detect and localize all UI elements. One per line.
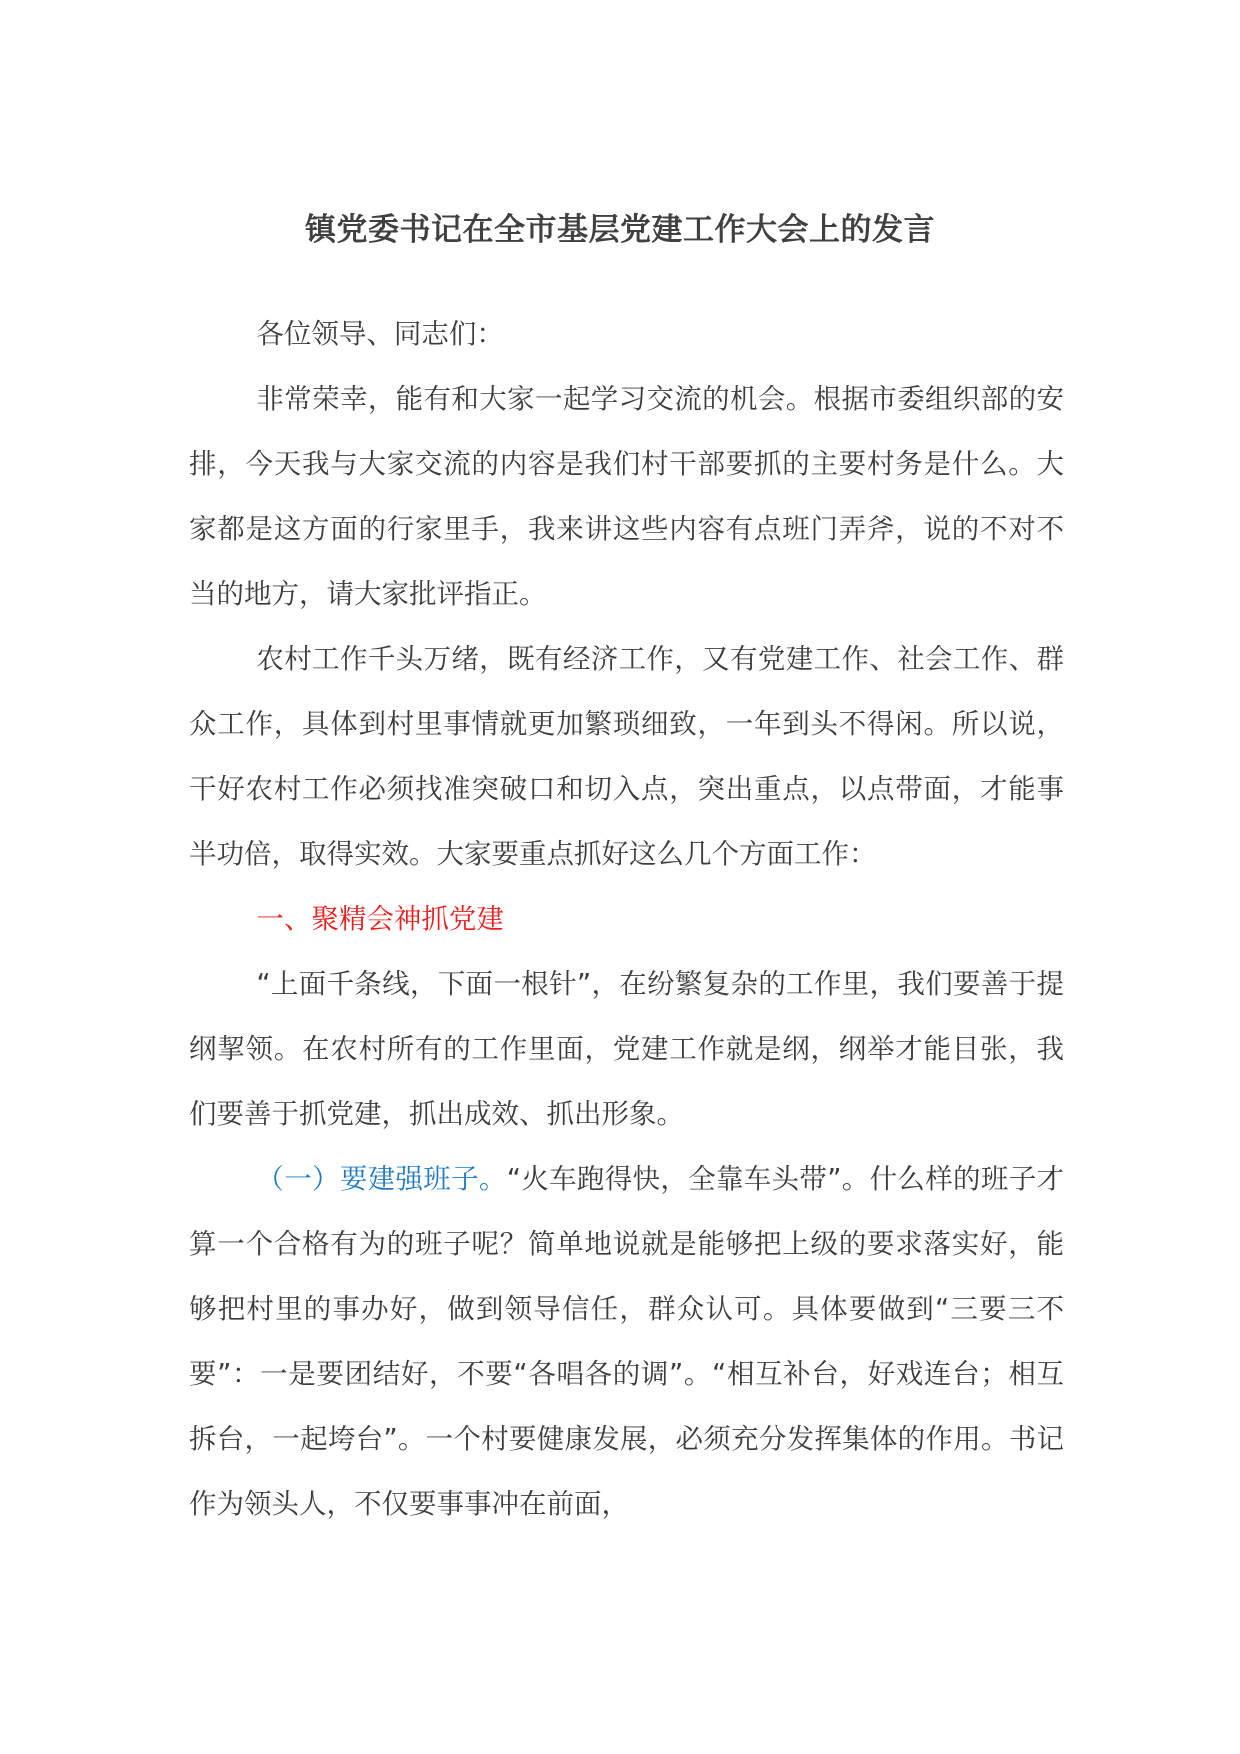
salutation: 各位领导、同志们：	[256, 318, 504, 350]
paragraph	[189, 1147, 1064, 1537]
document-body	[189, 302, 1064, 1537]
paragraph: “上面千条线，下面一根针”，在纷繁复杂的工作里，我们要善于提纲挈领。在农村所有的工作里面，党建工作就是纲，纲举才能目张，我们要善于抓党建，抓出成效、抓出形象。	[189, 968, 1064, 1130]
document-title: 镇党委书记在全市基层党建工作大会上的发言	[305, 212, 935, 248]
section-heading: 一、聚精会神抓党建	[256, 903, 504, 935]
paragraph: 农村工作千头万绪，既有经济工作，又有党建工作、社会工作、群众工作，具体到村里事情就更加繁琐细致，一年到头不得闲。所以说，干好农村工作必须找准突破口和切入点，突出重点，以点带面，才能事半功倍，取得实效。大家要重点抓好这么几个方面工作：	[189, 643, 1064, 870]
paragraph-text: “火车跑得快，全靠车头带”。什么样的班子才算一个合格有为的班子呢？简单地说就是能够把上级的要求落实好，能够把村里的事办好，做到领导信任，群众认可。具体要做到“三要三不要”：一是要团结好，不要“各唱各的调”。“相互补台，好戏连台；相互拆台，一起垮台”。一个村要健康发展，必须充分发挥集体的作用。书记作为领头人，不仅要事事冲在前面，	[189, 1163, 1065, 1520]
paragraph: 非常荣幸，能有和大家一起学习交流的机会。根据市委组织部的安排，今天我与大家交流的内容是我们村干部要抓的主要村务是什么。大家都是这方面的行家里手，我来讲这些内容有点班门弄斧，说的不对不当的地方，请大家批评指正。	[189, 383, 1064, 610]
subsection-heading: （一）要建强班子。	[256, 1163, 507, 1195]
